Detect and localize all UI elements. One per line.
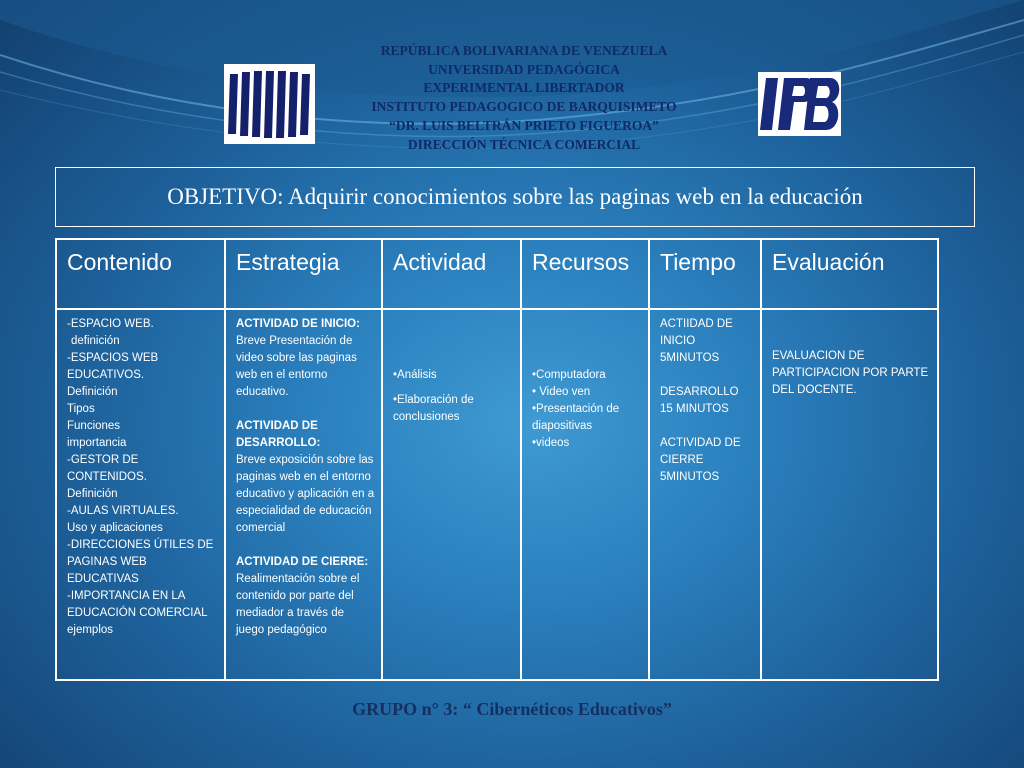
- institution-header: [300, 42, 748, 154]
- contenido-line: -DIRECCIONES ÚTILES DE PAGINAS WEB EDUCATIVAS: [67, 539, 214, 585]
- header-line: DIRECCIÓN TÉCNICA COMERCIAL: [407, 136, 641, 152]
- estrategia-inicio-text: Breve Presentación de video sobre las paginas web en el entorno educativo.: [236, 335, 357, 398]
- tiempo-line: ACTIVIDAD DE CIERRE: [660, 437, 741, 466]
- objective-box: OBJETIVO: Adquirir conocimientos sobre las paginas web en la educación: [55, 167, 975, 227]
- planning-table: [55, 238, 939, 681]
- cell-recursos: [521, 309, 649, 680]
- header-line: EXPERIMENTAL LIBERTADOR: [423, 80, 625, 96]
- contenido-line: Uso y aplicaciones: [67, 522, 163, 534]
- ipb-logo: [758, 72, 841, 136]
- contenido-line: -AULAS VIRTUALES.: [67, 505, 179, 517]
- tiempo-line: 15 MINUTOS: [660, 403, 729, 415]
- contenido-line: Funciones: [67, 420, 121, 432]
- header-evaluacion: Evaluación: [761, 239, 938, 309]
- contenido-line: ejemplos: [67, 624, 114, 636]
- contenido-line: -ESPACIOS WEB EDUCATIVOS.: [67, 352, 159, 381]
- contenido-line: -ESPACIO WEB.: [67, 318, 154, 330]
- cell-tiempo: [649, 309, 761, 680]
- recursos-item: •Presentación de diapositivas: [532, 403, 620, 432]
- contenido-line: Definición: [67, 488, 118, 500]
- tiempo-line: 5MINUTOS: [660, 352, 720, 364]
- estrategia-cierre-text: Realimentación sobre el contenido por parte del mediador a través de juego pedagógico: [236, 573, 360, 636]
- upel-logo: [224, 64, 315, 144]
- tiempo-line: ACTIIDAD DE INICIO: [660, 318, 733, 347]
- estrategia-cierre-title: ACTIVIDAD DE CIERRE:: [236, 556, 369, 568]
- header-recursos: Recursos: [521, 239, 649, 309]
- contenido-line: definición: [71, 335, 120, 347]
- contenido-line: -IMPORTANCIA EN LA EDUCACIÓN COMERCIAL: [67, 590, 208, 619]
- header-contenido: Contenido: [56, 239, 225, 309]
- actividad-item: •Análisis: [393, 369, 437, 381]
- table-row: [56, 309, 938, 680]
- estrategia-inicio-title: ACTIVIDAD DE INICIO:: [236, 318, 360, 330]
- estrategia-desarrollo-text: Breve exposición sobre las paginas web en el entorno educativo y aplicación en a especialidad de educación comercial: [236, 454, 375, 534]
- group-footer: GRUPO n° 3: “ Cibernéticos Educativos”: [352, 699, 672, 719]
- cell-actividad: [382, 309, 521, 680]
- table-header-row: [56, 239, 938, 309]
- recursos-item: • Video ven: [532, 386, 591, 398]
- contenido-line: importancia: [67, 437, 127, 449]
- header-actividad: Actividad: [382, 239, 521, 309]
- actividad-item: •Elaboración de conclusiones: [393, 394, 474, 423]
- header-line: UNIVERSIDAD PEDAGÓGICA: [428, 61, 620, 77]
- header-line: “DR. LUIS BELTRÁN PRIETO FIGUEROA”: [389, 117, 659, 133]
- header-line: INSTITUTO PEDAGOGICO DE BARQUISIMETO: [371, 99, 677, 115]
- tiempo-line: DESARROLLO: [660, 386, 739, 398]
- header-line: REPÚBLICA BOLIVARIANA DE VENEZUELA: [380, 43, 668, 58]
- cell-evaluacion: [761, 309, 938, 680]
- recursos-item: •Computadora: [532, 369, 606, 381]
- contenido-line: Tipos: [67, 403, 95, 415]
- header-tiempo: Tiempo: [649, 239, 761, 309]
- cell-estrategia: [225, 309, 382, 680]
- cell-contenido: [56, 309, 225, 680]
- tiempo-line: 5MINUTOS: [660, 471, 720, 483]
- contenido-line: -GESTOR DE CONTENIDOS.: [67, 454, 147, 483]
- estrategia-desarrollo-title: ACTIVIDAD DE DESARROLLO:: [236, 420, 321, 449]
- evaluacion-text: EVALUACION DE PARTICIPACION POR PARTE DEL DOCENTE.: [772, 350, 929, 396]
- recursos-item: •videos: [532, 437, 570, 449]
- contenido-line: Definición: [67, 386, 118, 398]
- header-estrategia: Estrategia: [225, 239, 382, 309]
